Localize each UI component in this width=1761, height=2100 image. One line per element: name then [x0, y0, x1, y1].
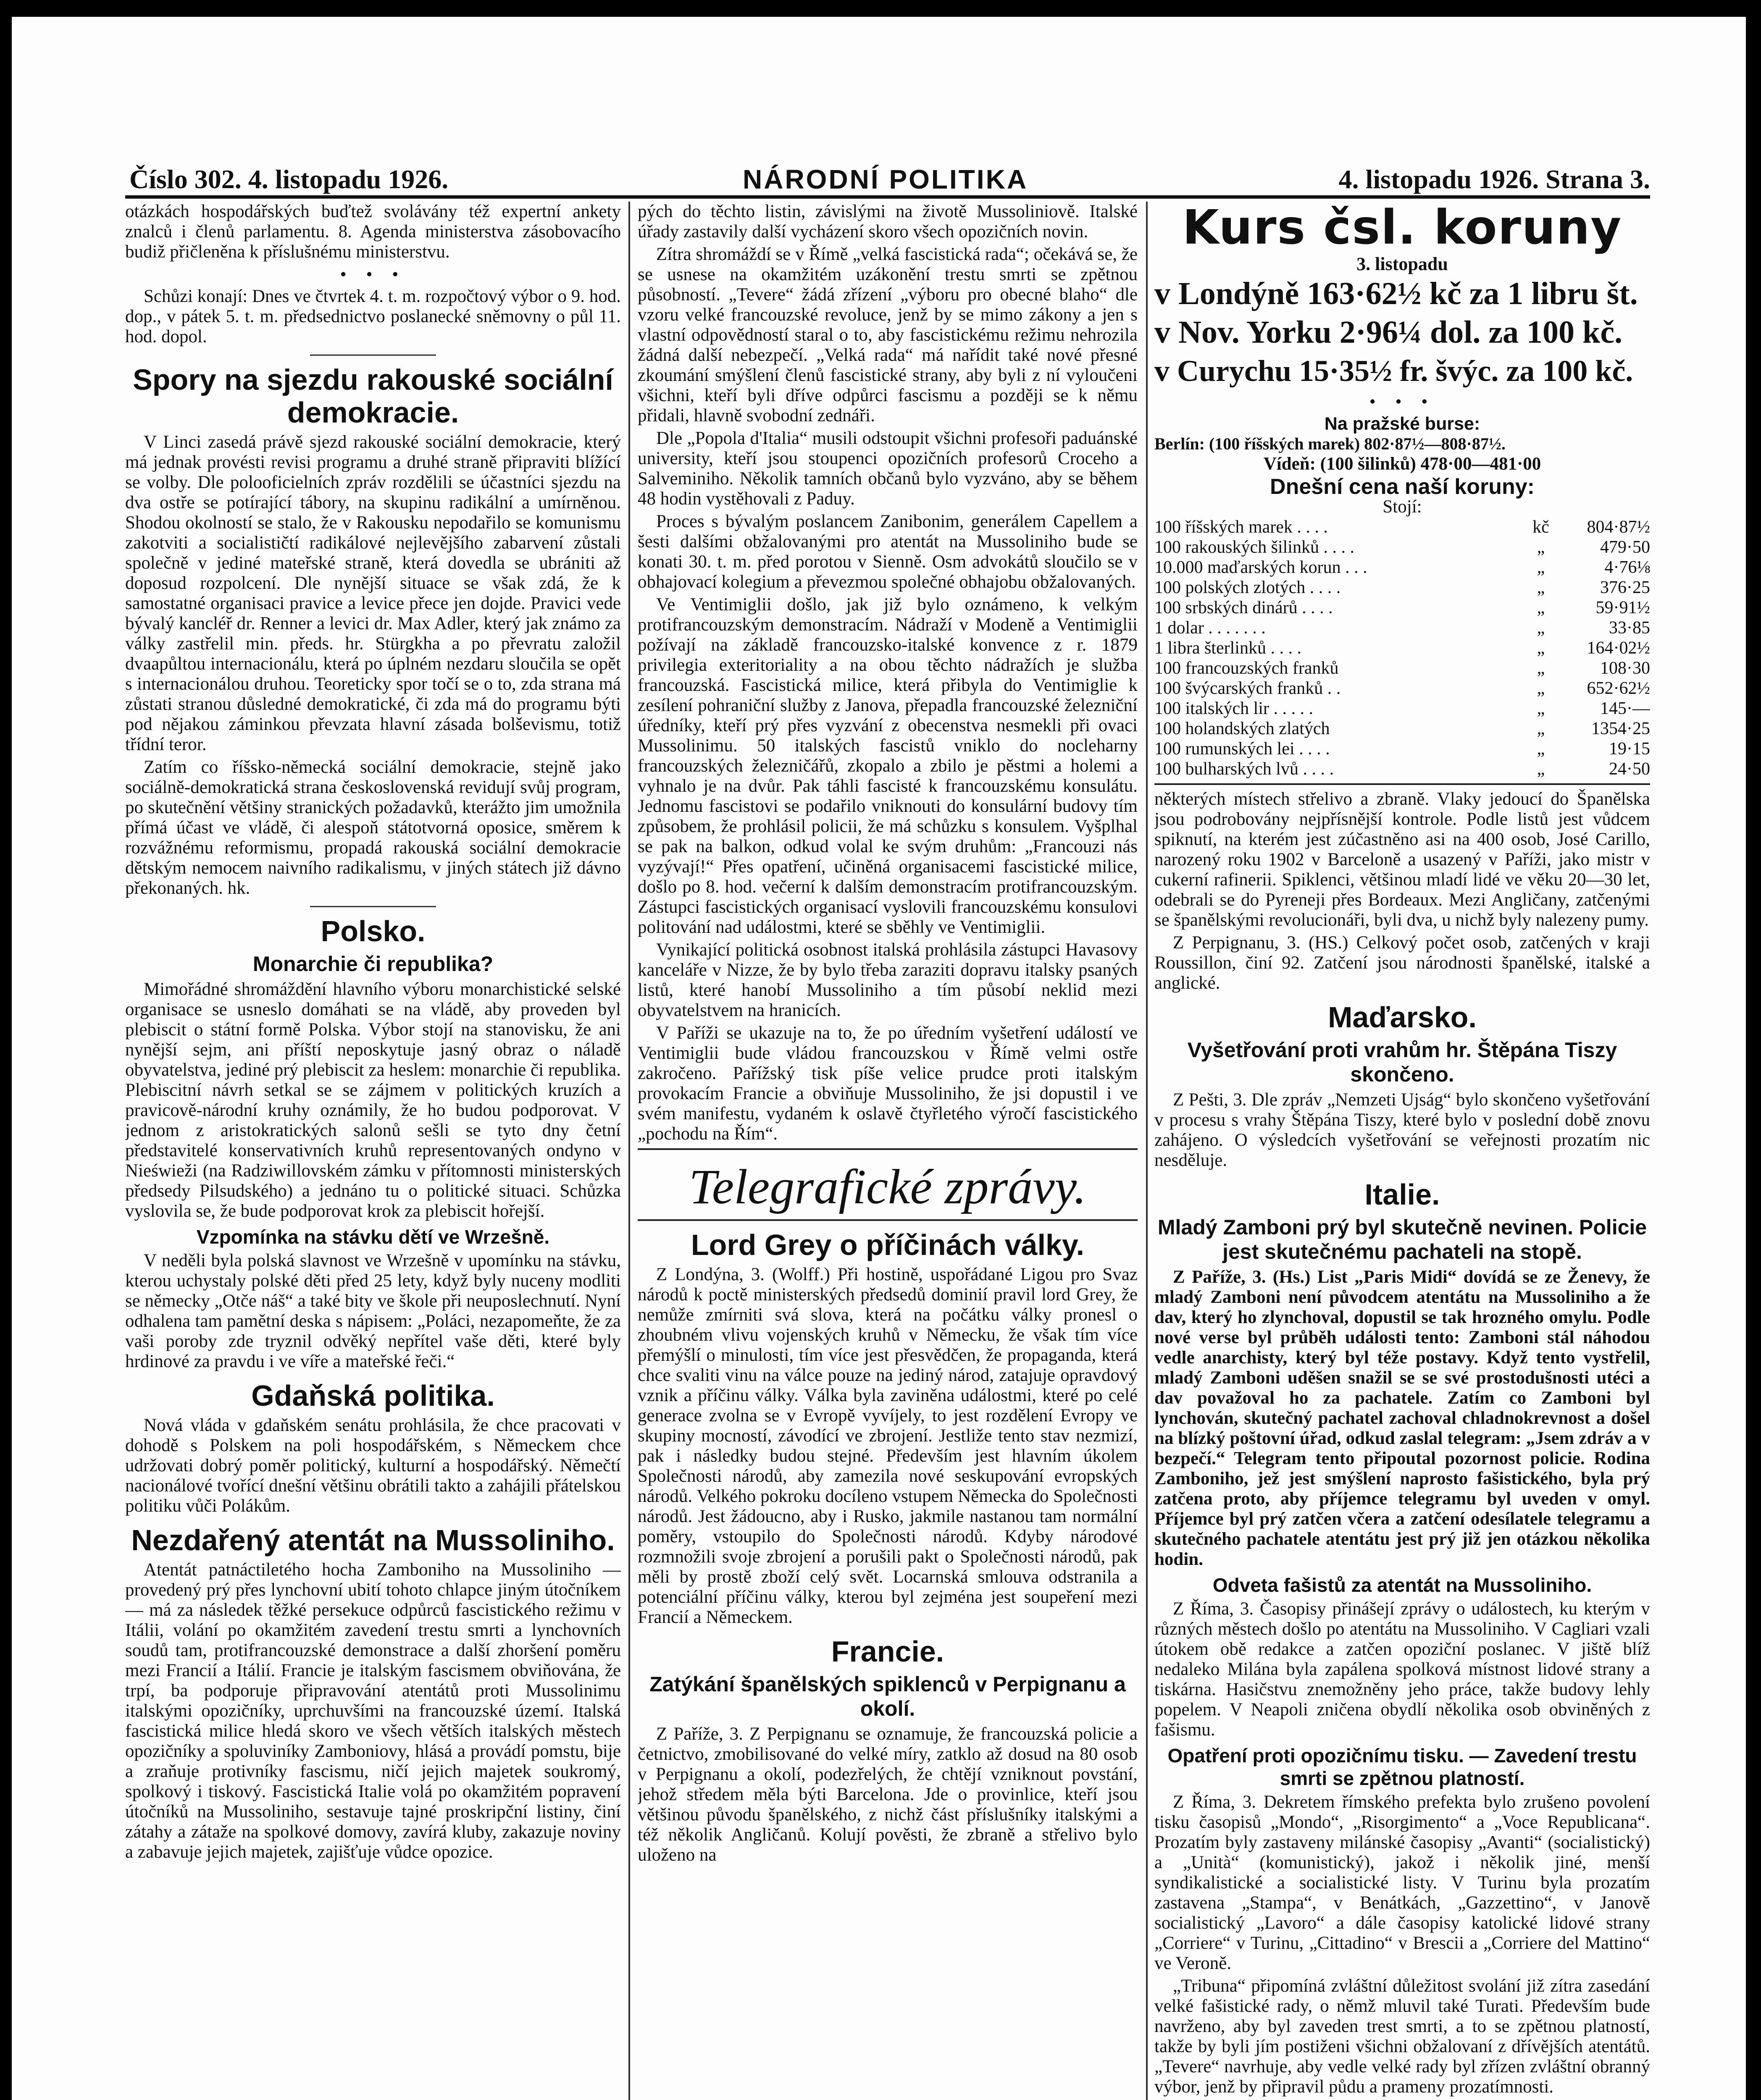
subheadline: Vyšetřování proti vrahům hr. Štěpána Tiszy skončeno.: [1187, 1038, 1617, 1086]
rate-unit: „: [1537, 578, 1545, 597]
masthead: NÁRODNÍ POLITIKA: [743, 164, 1028, 194]
rate-label: 100 rumunských lei . . . .: [1154, 739, 1330, 759]
rate-value: 145·—: [1600, 699, 1650, 718]
section-title-telegraficke: Telegrafické zprávy.: [689, 1159, 1087, 1214]
rate-label: 100 bulharských lvů . . . .: [1154, 759, 1334, 779]
paragraph: Proces s bývalým poslancem Zanibonim, generálem Capellem a šesti dalšími obžalovanými pro atentát na Mussoliniho bude se konati 30. t. m. před porotou v Sienně. Osm advokátů sloučilo se v obhajovací kolegium a převezmou společné obhajobu obžalovaných.: [638, 512, 1138, 592]
paragraph: Dle „Popola d'Italia“ musili odstoupit všichni profesoři paduánské university, kteří jsou stoupenci opozičních profesorů Croceho a Salveminiho. Několik tamních občanů bylo vyzváno, aby se během 48 hodin vystěhovali z Paduy.: [638, 428, 1138, 509]
rate-value: 164·02½: [1587, 638, 1650, 658]
subheadline: Mladý Zamboni prý byl skutečně nevinen. Policie jest skutečnému pachateli na stopě.: [1157, 1215, 1647, 1263]
paragraph: Z Londýna, 3. (Wolff.) Při hostině, uspořádané Ligou pro Svaz národů k poctě ministerských předsedů dominií pravil lord Grey, že nemůže zmírniti svá slova, která na počátku války pronesl o zhoubném vlivu vojenských kruhů v Německu, že však tím více přemýšlí o minulosti, tím více jest přesvědčen, že propaganda, která chce svaliti vinu na válce pouze na jediný národ, zatajuje opravdový vznik a příčinu války. Válka byla zaviněna událostmi, které po celé generace zvolna se v Evropě vyvíjely, to jest rozdělení Evropy ve skupiny mocností, závodící ve zbrojení. Jestliže tento stav nezmizí, pak i následky budou stejné. Především jest hlavním úkolem Společnosti národů, aby zamezila nové seskupování evropských národů. Velkého pokroku docíleno vstupem Německa do Společnosti národů. Jest žádoucno, aby i Rusko, jakmile nastanou tam normální poměry, vstoupilo do Společnosti národů. Kdyby národové rozmnožili svoje zbrojení a porušili pakt o Společnosti národů, pak měli by prostě zboží celý svět. Locarnská smlouva odstranila a potenciální příčinu války, kterou byl zejména jest soupeření mezi Francií a Německem.: [638, 1265, 1138, 1627]
paragraph: Mimořádné shromáždění hlavního výboru monarchistické selské organisace se usneslo domáhati se na vládě, aby proveden byl plebiscit o státní formě Polska. Výbor stojí na stanovisku, že ani nynější sejm, ani příští neposkytuje jasný obraz o náladě obyvatelstva, jediné prý plebiscit za heslem: monarchie či republika. Plebiscitní návrh setkal se se zájmem v politických kruzích a pravicově-národní kruhy oznámily, že ho budou podporovat. V jednom z aristokratických salonů sešli se tyto dny četní představitelé konservativních kruhů representovaných ondyno v Nieświeži (na Radziwillovském zámku v přítomnosti ministerských předsedy Pilsudského) a jednáno tu o politické situaci. Schůzka vyslovila se, že bude podporovat krok za plebiscit hořejší.: [125, 979, 621, 1221]
rate-row: [1154, 517, 1650, 537]
rate-value: 376·25: [1600, 578, 1650, 597]
rate-value: 1354·25: [1591, 719, 1650, 738]
rate-row: [1154, 739, 1650, 759]
rate-unit: „: [1537, 598, 1545, 617]
headline-polsko: Polsko.: [321, 915, 426, 948]
paragraph: „Tribuna“ připomíná zvláštní důležitost svolání již zítra zasedání velké fašistické rady, o němž mluvil také Turati. Především bude navrženo, aby byl zaveden trest smrti, a to se zpětnou platností, takže by byli jím postiženi všichni obžalovaní z dřívějších atentátů. „Tevere“ navrhuje, aby vedle velké rady byl zřízen zvláštní obranný výbor, jenž by připravil půdu a prameny prozatímnosti.: [1154, 1976, 1650, 2097]
paragraph: V Paříži se ukazuje na to, že po úředním vyšetření událostí ve Ventimiglii bude vládou francouzskou v Římě velmi ostře zakročeno. Pařížský tisk píše velice prudce proti italským provokacím Francie a obviňuje Mussoliniho, že jsi dopustil i ve svém manifestu, vydaném k oslavě čtyřletého výročí fascistického „pochodu na Řím“.: [638, 1023, 1138, 1144]
newspaper-page: [12, 17, 1746, 2100]
rate-row: [1154, 557, 1650, 578]
rate-row: [1154, 678, 1650, 698]
rate-row: [1154, 578, 1650, 598]
divider: [638, 1219, 1138, 1221]
issue-number: Číslo 302. 4. listopadu 1926.: [129, 164, 449, 194]
divider: [638, 1148, 1138, 1150]
rate-row: [1154, 598, 1650, 618]
subheadline: Zatýkání španělských spiklenců v Perpignanu a okolí.: [649, 1672, 1126, 1720]
subheadline: Odveta fašistů za atentát na Mussoliniho.: [1212, 1574, 1592, 1596]
rate-row: [1154, 618, 1650, 638]
rate-unit: „: [1537, 638, 1545, 658]
page-header: [121, 155, 1650, 202]
headline-rakousko: Spory na sjezdu rakouské sociální demokracie.: [133, 363, 613, 429]
cena-title: Dnešní cena naší koruny:: [1270, 475, 1535, 499]
paragraph: Z Paříže, 3. (Hs.) List „Paris Midi“ dovídá se ze Ženevy, že mladý Zamboni není původcem atentátu na Mussoliniho a že dav, který ho zlynchoval, dopustil se tak hrozného omylu. Podle nové verse byl průběh události tento: Zamboni stál náhodou vedle anarchisty, který byl téže postavy. Když tento vystřelil, mladý Zamboni uděšen snažil se se své prostodušnosti utéci a dav považoval ho za pachatele. Zatím co Zamboni byl lynchován, skutečný pachatel zachoval chladnokrevnost a došel na blízký poštovní úřad, odkud zaslal telegram: „Jsem zdráv a v bezpečí.“ Telegram tento připoutal pozornost policie. Rodina Zamboniho, jež jest smýšlení naprosto fašistického, byla prý zatčena proto, aby příjemce telegramu byl uveden v omyl. Příjemce byl prý zatčen včera a zatčení odesílatele telegramu a skutečného pachatele atentátu jest prý již jen otázkou několika hodin.: [1154, 1267, 1650, 1569]
paragraph: V Linci zasedá právě sjezd rakouské sociální demokracie, který má jednak provésti revisi programu a druhé straně připraviti blížící se volby. Dle polooficielních zpráv rozdělili se účastníci sjezdu na dva ostře se potírající tábory, na skupinu radikální a umírněnou. Shodou okolností se stalo, že v Rakousku nepodařilo se komunismu zakotviti a socialističtí radikálové nejlevějšího zabarvení zůstali společně v jediné mateřské straně, která dovedla se ubrániti až doposud rozpolcení. Dle nynější situace se však zdá, že k samostatné organisaci pravice a levice přece jen dojde. Pravici vede bývalý kancléř dr. Renner a levici dr. Max Adler, který jak známo za války zastřelil min. předs. hr. Stürgkha a po převratu založil dvaapůltou internacionálu, která po úplném nezdaru sloučila se opět s internacionálou druhou. Teoreticky spor točí se o to, zda strana má zůstati stranou důsledné demokratické, či zda má do programu býti pod nějakou záminkou převzata hlavní zásada bolševismu, totiž třídní teror.: [125, 432, 621, 754]
rate-value: 479·50: [1600, 538, 1650, 557]
subheadline: Vzpomínka na stávku dětí ve Wrzešně.: [196, 1226, 550, 1248]
paragraph: Z Paříže, 3. Z Perpignanu se oznamuje, že francouzská policie a četnictvo, zmobilisované do velké míry, zatklo až dosud na 80 osob v Perpignanu a okolí, podezřelých, že chtějí vzniknout povstání, jehož středem měla býti Barcelona. Jde o provinlice, kteří jsou většinou původu španělského, z nichž část příslušníky italskými a též několik Angličanů. Kolují pověsti, že zbraně a střelivo bylo uloženo na: [638, 1724, 1138, 1865]
burse-line: Vídeň: (100 šilinků) 478·00—481·00: [1263, 454, 1541, 474]
headline-kurs: Kurs čsl. koruny: [1182, 202, 1622, 255]
column-3: [1154, 202, 1650, 2100]
rate-unit: „: [1537, 759, 1545, 779]
rate-label: 100 srbských dinárů . . . .: [1154, 598, 1333, 617]
rate-value: 108·30: [1600, 659, 1650, 678]
rate-value: 19·15: [1609, 739, 1650, 759]
paragraph: Zítra shromáždí se v Římě „velká fascistická rada“; očekává se, že se usnese na okamžitém uzákonění trestu smrti se zpětnou působností. „Tevere“ žádá zřízení „výboru pro obecné blaho“ dle vzoru velké francouzské revoluce, jenž by se mimo zákony a jen s vlastní odpovědností staral o to, aby fascistickému režimu nehrozila žádná další nebezpečí. „Velká rada“ má nařídit také nové přesné zkoumání smýšlení členů fascistické strany, aby byli z ní vyloučeni všichni, kteří byli dříve odpůrci fascismu a později se k němu přidali, hlavně svobodní zednáři.: [638, 244, 1138, 425]
rates-table: [1154, 517, 1650, 779]
rate-unit: „: [1537, 659, 1545, 678]
paragraph: Vynikající politická osobnost italská prohlásila zástupci Havasovy kanceláře v Nizze, že by bylo třeba zaraziti dopravu italsky psaných listů, které hanobí Mussoliniho a tím působí neklid mezi obyvatelstvem na hranicích.: [638, 940, 1138, 1020]
divider: [310, 906, 436, 907]
kurs-line: v Curychu 15·35½ fr. švýc. za 100 kč.: [1154, 354, 1633, 388]
divider: [1154, 783, 1650, 785]
header-rule: [125, 195, 1650, 199]
subheadline: Monarchie či republika?: [252, 952, 494, 976]
rate-row: [1154, 658, 1650, 678]
rate-unit: „: [1537, 719, 1545, 738]
rate-unit: „: [1537, 699, 1545, 718]
paragraph: Atentát patnáctiletého hocha Zamboniho na Mussoliniho — provedený prý přes lynchovní ubití tohoto chlapce jiným útočníkem — má za následek těžké persekuce odpůrců fascistického režimu v Itálii, volání po okamžitém zavedení trestu smrti a lynchovních soudů tam, protifrancouzské demonstrace a další zhoršení poměru mezi Francií a Itálií. Francie je italským fascismem obviňována, že trpí, ba podporuje připravování atentátů proti Mussolinimu italskými opozičníky, uprchuvšími na francouzské území. Italská fascistická milice hledá skoro ve všech větších italských městech opozičníky a spoluviníky Zamboniovy, hlásá a provádí pomstu, bije a zraňuje protivníky fascismu, ničí jejich majetek soukromý, spolkový i tiskový. Fascistická Italie volá po okamžitém popravení útočníků na Mussoliniho, sestavuje tajné proskripční listiny, činí zátahy a zátaže na spolkové domovy, zavírá kluby, zakazuje noviny a zabavuje jejich majetek, zajišťuje vůdce opozice.: [125, 1560, 621, 1862]
column-2: [638, 202, 1138, 2100]
rate-value: 804·87½: [1587, 517, 1650, 537]
rate-unit: „: [1537, 618, 1545, 638]
headline-italie: Italie.: [1364, 1178, 1440, 1211]
rate-unit: kč: [1532, 517, 1549, 537]
headline-mussolini: Nezdařený atentát na Mussoliniho.: [131, 1524, 615, 1557]
paragraph: Z Pešti, 3. Dle zpráv „Nemzeti Ujság“ bylo skončeno vyšetřování v procesu s vrahy Štěpána Tiszy, které bylo v poslední době znovu zahájeno. O výsledcích vyšetřování se veřejnosti prozatím nic nesděluje.: [1154, 1090, 1650, 1170]
rate-value: 4·76⅛: [1604, 558, 1650, 577]
rate-label: 10.000 maďarských korun . . .: [1154, 558, 1367, 577]
paragraph: Schůzi konají: Dnes ve čtvrtek 4. t. m. rozpočtový výbor o 9. hod. dop., v pátek 5. t. m. předsednictvo poslanecké sněmovny o půl 11. hod. dopol.: [125, 286, 621, 346]
rate-label: 100 polských zlotých . . . .: [1154, 578, 1341, 597]
column-rule: [628, 202, 630, 2100]
rate-label: 100 francouzských franků: [1154, 659, 1339, 678]
headline-gdansk: Gdaňská politika.: [251, 1379, 495, 1412]
burse-title: Na pražské burse:: [1324, 414, 1480, 434]
rate-unit: „: [1537, 739, 1545, 759]
rate-unit: „: [1537, 558, 1545, 577]
paragraph: Z Říma, 3. Časopisy přinášejí zprávy o událostech, ku kterým v různých městech došlo po atentátu na Mussoliniho. V Cagliari vzali útokem obě redakce a zatčen opoziční poslanec. V jiště blíž nedaleko Milána byla zapálena spolková místnost lidové strany a tiskárna. Hasičstvu znemožněny jeho práce, takže budovy lehly popelem. V Neapoli zničena obydlí několika osob obviněných z fašismu.: [1154, 1599, 1650, 1740]
paragraph: některých místech střelivo a zbraně. Vlaky jedoucí do Španělska jsou podrobovány nejpřísnější kontrole. Podle listů jest vůdcem spiknutí, na kterém jest zúčastněno asi na 400 osob, José Carillo, narozený roku 1902 v Barceloně a usazený v Paříži, jako mistr v cukerní rafinerii. Spiklenci, většinou mladí lidé ve věku 20—30 let, odebrali se do Pyreneji přes Bordeaux. Mezi Angličany, zatčenými se španělskými revolucionáři, byli dva, u nichž byly nalezeny pumy.: [1154, 789, 1650, 930]
rate-row: [1154, 537, 1650, 557]
subheadline: Opatření proti opozičnímu tisku. — Zavedení trestu smrti se zpětnou platností.: [1167, 1745, 1637, 1789]
paragraph: Z Perpignanu, 3. (HS.) Celkový počet osob, zatčených v kraji Roussillon, činí 92. Zatčení jsou národnosti španělské, italské a anglické.: [1154, 933, 1650, 993]
rate-label: 1 libra šterlinků . . . .: [1154, 638, 1301, 658]
stoji-label: Stojí:: [1383, 497, 1422, 517]
rate-value: 24·50: [1609, 759, 1650, 779]
headline-lord-grey: Lord Grey o příčinách války.: [691, 1228, 1085, 1261]
rate-label: 1 dolar . . . . . . .: [1154, 618, 1266, 638]
rate-value: 652·62½: [1587, 679, 1650, 698]
paragraph: Nová vláda v gdaňském senátu prohlásila, že chce pracovati v dohodě s Polskem na poli hospodářském, s Německem chce udržovati dobrý poměr politický, kulturní a hospodářský. Němečtí nacionálové tvořící dnešní většinu obrátili takto a zahájili přátelskou politiku vůči Polákům.: [125, 1415, 621, 1516]
rate-label: 100 švýcarských franků . .: [1154, 679, 1341, 698]
headline-madarsko: Maďarsko.: [1328, 1001, 1477, 1034]
rate-row: [1154, 698, 1650, 719]
paragraph: otázkách hospodářských buďtež svolávány též expertní ankety znalců i členů parlamentu. 8. Agenda ministerstva zásobovacího budiž přičleněna k příslušnému ministerstvu.: [125, 202, 621, 262]
page-number: 4. listopadu 1926. Strana 3.: [1338, 164, 1650, 194]
paragraph: Z Říma, 3. Dekretem římského prefekta bylo zrušeno povolení tisku časopisů „Mondo“, „Risorgimento“ a „Voce Republicana“. Prozatím byly zastaveny milánské časopisy „Avanti“ (socialistický) a „Unità“ (komunistický), jakož i několik jiné, menší syndikalistické a socialistické listy. V Turinu byla prozatím zastavena „Stampa“, v Benátkách, „Gazzettino“, v Janově socialistický „Lavoro“ a dále časopisy katolické lidové strany „Corriere“ v Turinu, „Cittadino“ v Brescii a „Corriere del Mattino“ ve Veroně.: [1154, 1792, 1650, 1973]
paragraph: pých do těchto listin, závislými na životě Mussoliniově. Italské úřady zastavily další vycházení skoro všech opozičních novin.: [638, 202, 1138, 242]
separator-dots: • • •: [340, 265, 406, 284]
rate-unit: „: [1537, 679, 1545, 698]
separator-dots: • • •: [1369, 392, 1435, 412]
headline-francie: Francie.: [831, 1635, 944, 1668]
paragraph: Zatím co říšsko-německá sociální demokracie, stejně jako sociálně-demokratická strana československá revidují svůj program, po skutečnění většiny stranických požadavků, kterážto jim umožnila přímá účast ve vládě, či alespoň státotvorná oposice, směrem k rozvážnému reformismu, propadá rakouská sociální demokracie dětským nemocem naivního radikalismu, v jiných státech již dávno překonaných. hk.: [125, 757, 621, 898]
rate-unit: „: [1537, 538, 1545, 557]
rate-row: [1154, 638, 1650, 658]
kurs-line: v Nov. Yorku 2·96¼ dol. za 100 kč.: [1154, 315, 1623, 350]
kurs-date: 3. listopadu: [1356, 254, 1448, 274]
paragraph: V neděli byla polská slavnost ve Wrzešně v upomínku na stávku, kterou uchystaly polské děti před 25 lety, když byly nuceny modliti se německy „Otče náš“ a také bity ve škole při neuposlechnutí. Nyní odhalena tam pamětní deska s nápisem: „Poláci, nezapomeňte, že za vaši poroby zde tryznil odvěký nepřítel vaše děti, které byly hrdinové za pravdu i ve víře a mateřské řeči.“: [125, 1251, 621, 1371]
column-rule: [1146, 202, 1148, 2100]
burse-line: Berlín: (100 říšských marek) 802·87½—808·87½.: [1154, 434, 1506, 453]
divider: [310, 354, 436, 356]
rate-label: 100 holandských zlatých: [1154, 719, 1330, 738]
rate-row: [1154, 759, 1650, 779]
rate-label: 100 italských lir . . . . .: [1154, 699, 1313, 718]
paragraph: Ve Ventimiglii došlo, jak již bylo oznámeno, k velkým protifrancouzským demonstracím. Nádraží v Modeně a Ventimiglii požívají na základě francouzsko-italské konvence z r. 1879 privilegia exteritoriality a na obou těchto nádražích je služba francouzská. Fascistická milice, která přibyla do Ventimiglie k zesílení pohraniční služby z Janova, přepadla francouzské železniční úředníky, kteří prý přes vyzvání z obecenstva nesmekli při ovaci Mussolinimu. 50 italských fascistů vniklo do nocleharny francouzských železničářů, zkopalo a zbilo je pěstmi a holemi a vyhnalo je na dvůr. Pak táhli fascisté k francouzskému konsulátu. Jednomu fascistovi se podařilo vniknouti do konsulární budovy tím způsobem, že prohlásil policii, že má schůzku s konsulem. Vyšplhal se pak na balkon, odkud volal ke svým druhům: „Francouzi nás vyzývají!“ Přes opatření, učiněná organisacemi fascistické milice, došlo po 8. hod. večerní k dalším demonstracím protifrancouzským. Zástupci fascistických organisací vyslovili francouzskému konsulovi politování nad událostmi, které se sběhly ve Ventimiglii.: [638, 595, 1138, 937]
rate-label: 100 rakouských šilinků . . . .: [1154, 538, 1354, 557]
rate-label: 100 říšských marek . . . .: [1154, 517, 1328, 537]
rate-value: 59·91½: [1595, 598, 1650, 617]
kurs-line: v Londýně 163·62½ kč za 1 libru št.: [1154, 276, 1638, 311]
rate-row: [1154, 719, 1650, 739]
column-1: [125, 202, 621, 2100]
rate-value: 33·85: [1609, 618, 1650, 638]
